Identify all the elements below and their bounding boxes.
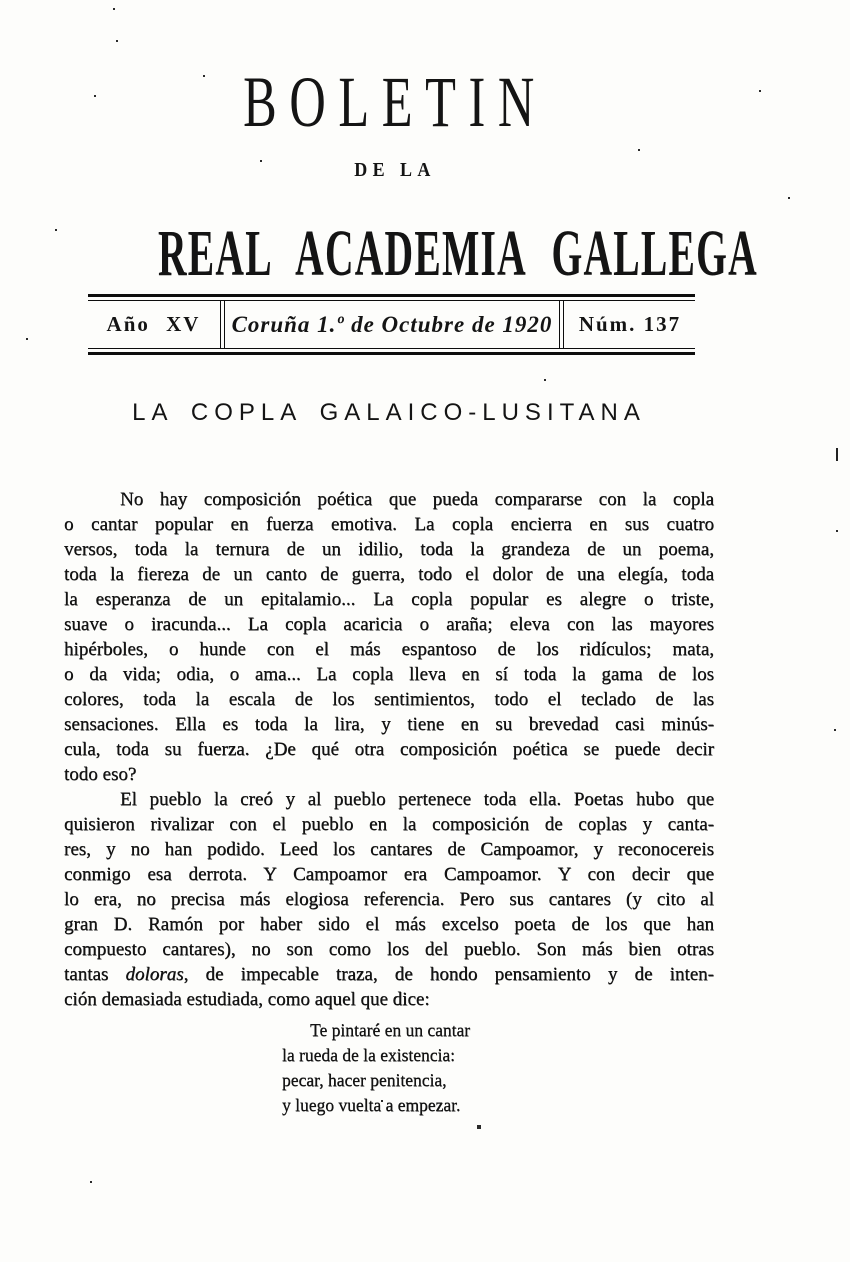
text-line	[64, 587, 714, 612]
text-line	[64, 812, 714, 837]
text-segment: tantas	[64, 964, 126, 985]
text-line	[64, 787, 714, 812]
text-segment: quisieron rivalizar con el pueblo en la composición de coplas y canta-	[64, 814, 714, 835]
text-segment: sensaciones. Ella es toda la lira, y tiene en su brevedad casi minús-	[64, 714, 714, 735]
text-segment: o cantar popular en fuerza emotiva. La copla encierra en sus cuatro	[64, 514, 714, 535]
text-line	[64, 562, 714, 587]
text-segment: El pueblo la creó y al pueblo pertenece toda ella. Poetas hubo que	[120, 789, 714, 810]
bottom-rule-thick	[88, 352, 695, 355]
text-segment: gran D. Ramón por haber sido el más excelso poeta de los que han	[64, 914, 714, 935]
cell-separator	[220, 301, 225, 348]
text-line	[64, 687, 714, 712]
verse-line: y luego vuelta a empezar.	[282, 1095, 461, 1115]
text-segment: lo era, no precisa más elogiosa referencia. Pero sus cantares (y cito al	[64, 889, 714, 910]
text-line	[64, 737, 714, 762]
text-line	[64, 712, 714, 737]
text-segment: , de impecable traza, de hondo pensamiento y de inten-	[183, 964, 714, 985]
italic-text: doloras	[125, 964, 184, 985]
verse-line: pecar, hacer penitencia,	[282, 1070, 447, 1090]
article-body	[64, 487, 714, 1012]
text-segment: cula, toda su fuerza. ¿De qué otra composición poética se puede decir	[64, 739, 714, 760]
text-segment: suave o iracunda... La copla acaricia o araña; eleva con las mayores	[64, 614, 714, 635]
text-line	[64, 887, 714, 912]
issue-info-row	[88, 301, 695, 348]
article-title: LA COPLA GALAICO-LUSITANA	[132, 399, 646, 426]
masthead-organization: REAL ACADEMIA GALLEGA	[157, 217, 758, 290]
scan-noise-tick	[836, 448, 838, 461]
text-line	[64, 837, 714, 862]
verse-line: la rueda de la existencia:	[282, 1045, 455, 1065]
text-segment: hipérboles, o hunde con el más espantoso de los ridículos; mata,	[64, 639, 714, 660]
text-segment: versos, toda la ternura de un idilio, toda la grandeza de un poema,	[64, 539, 714, 560]
scan-noise-dots	[0, 0, 2, 2]
text-line	[64, 512, 714, 537]
text-line	[64, 962, 714, 987]
text-line	[64, 862, 714, 887]
text-segment: colores, toda la escala de los sentimientos, todo el teclado de las	[64, 689, 714, 710]
text-segment: ción demasiada estudiada, como aquel que dice:	[64, 989, 430, 1010]
text-segment: toda la fiereza de un canto de guerra, todo el dolor de una elegía, toda	[64, 564, 714, 585]
issue-info-bar	[88, 294, 695, 355]
text-segment: compuesto cantares), no son como los del pueblo. Son más bien otras	[64, 939, 714, 960]
cell-separator	[559, 301, 564, 348]
issue-place-date: Coruña 1.º de Octubre de 1920	[231, 311, 553, 337]
text-segment: la esperanza de un epitalamio... La copla popular es alegre o triste,	[64, 589, 714, 610]
text-line	[64, 987, 714, 1012]
text-line	[64, 487, 714, 512]
text-line	[64, 537, 714, 562]
issue-year: Año XV	[106, 312, 201, 336]
text-line	[64, 762, 714, 787]
text-line	[64, 662, 714, 687]
text-segment: todo eso?	[64, 764, 137, 785]
text-line	[64, 912, 714, 937]
text-line	[64, 637, 714, 662]
text-segment: conmigo esa derrota. Y Campoamor era Campoamor. Y con decir que	[64, 864, 714, 885]
verse-line: Te pintaré en un cantar	[310, 1020, 471, 1040]
text-line	[64, 612, 714, 637]
text-segment: No hay composición poética que pueda compararse con la copla	[120, 489, 714, 510]
text-segment: res, y no han podido. Leed los cantares de Campoamor, y reconocereis	[64, 839, 714, 860]
masthead-title: BOLETIN	[243, 62, 547, 142]
issue-number: Núm. 137	[578, 312, 682, 336]
top-rule-thick	[88, 294, 695, 297]
text-line	[64, 937, 714, 962]
masthead-subtitle: DE LA	[354, 159, 436, 181]
bottom-rule-thin	[88, 348, 695, 349]
verse-quote	[282, 1018, 470, 1118]
text-segment: o da vida; odia, o ama... La copla lleva en sí toda la gama de los	[64, 664, 714, 685]
